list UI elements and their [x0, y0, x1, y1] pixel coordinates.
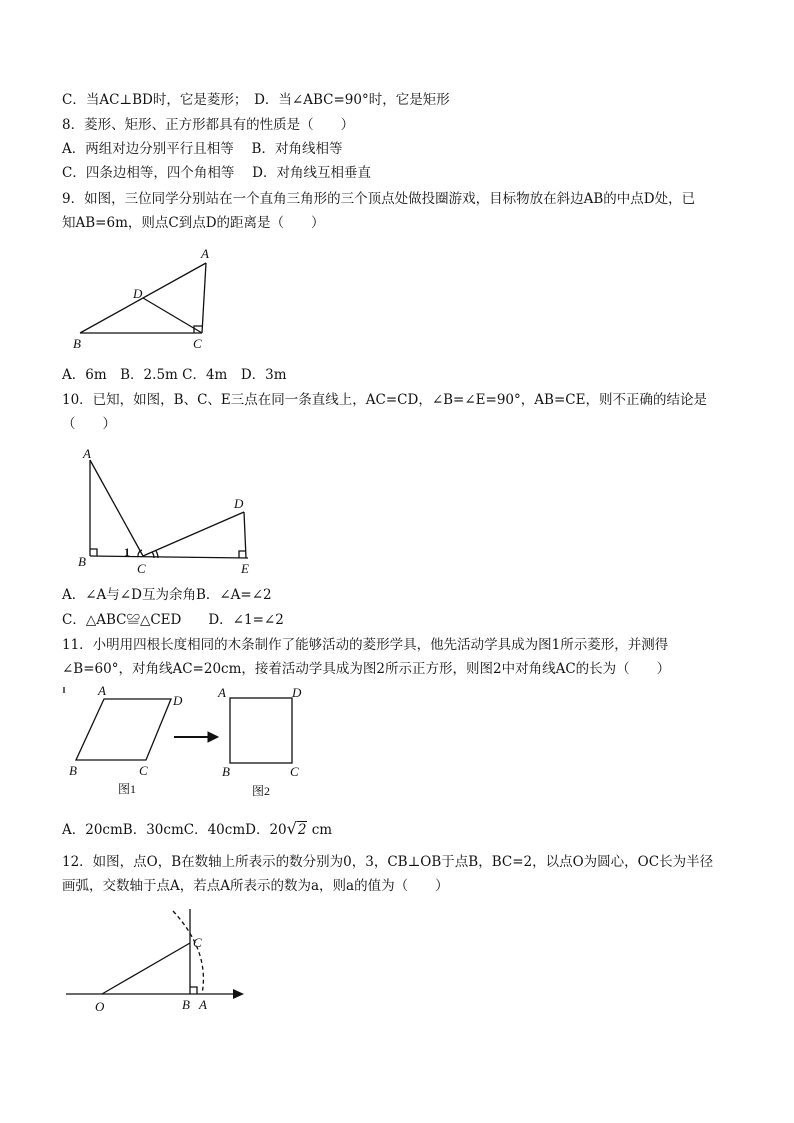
fig11-caption-1: 图1: [118, 782, 137, 796]
q9-options: A．6m B．2.5m C．4m D．3m: [62, 367, 287, 383]
fig11-square-label-a: A: [218, 685, 226, 700]
fig10-label-d: D: [234, 496, 244, 511]
q10-stem-line2: （ ）: [62, 416, 116, 432]
q11-stem-line1: 11．小明用四根长度相同的木条制作了能够活动的菱形学具，他先活动学具成为图1所示菱形，并测得: [62, 637, 669, 653]
q9-stem-line2: 知AB=6m，则点C到点D的距离是（ ）: [62, 215, 325, 231]
sqrt-symbol-icon: √: [286, 819, 297, 838]
fig12-label-a: A: [199, 997, 207, 1012]
fig9-label-d: D: [133, 286, 143, 301]
q10-option-cd: C．△ABC≌△CED D．∠1=∠2: [62, 612, 284, 628]
fig10-label-e: E: [241, 561, 249, 576]
fig12-label-b: B: [182, 997, 190, 1012]
q11-option-d-radicand: 2: [297, 822, 307, 838]
fig11-square-label-c: C: [290, 764, 299, 779]
q12-stem-line2: 画弧，交数轴于点A，若点A所表示的数为a，则a的值为（ ）: [62, 878, 449, 894]
fig12-label-o: O: [95, 999, 105, 1014]
q11-options: [62, 820, 332, 839]
fig11-rhombus-label-b: B: [69, 763, 77, 778]
figure-q11: [62, 683, 322, 803]
q10-stem-line1: 10．已知，如图，B、C、E三点在同一条直线上，AC=CD，∠B=∠E=90°，AB=CE，则不正确的结论是: [62, 392, 707, 408]
fig11-caption-2: 图2: [252, 784, 271, 798]
q12-stem-line1: 12．如图，点O，B在数轴上所表示的数分别为0，3，CB⊥OB于点B，BC=2，以点O为圆心，OC长为半径: [62, 854, 714, 870]
q10-option-ab: A．∠A与∠D互为余角B．∠A=∠2: [62, 587, 272, 603]
fig11-square-label-b: B: [222, 764, 230, 779]
q8-option-cd: C．四条边相等，四个角相等 D．对角线互相垂直: [62, 165, 371, 181]
q11-options-text: A．20cmB．30cmC．40cmD．20: [62, 822, 287, 838]
q7-option-cd: C．当AC⊥BD时，它是菱形； D．当∠ABC=90°时，它是矩形: [62, 92, 450, 108]
fig11-square-label-d: D: [292, 685, 302, 700]
figure-q9-triangle: [70, 245, 220, 353]
fig11-rhombus-label-c: C: [139, 763, 148, 778]
q11-stem-line2: ∠B=60°，对角线AC=20cm，接着活动学具成为图2所示正方形，则图2中对角线AC的长为（ ）: [62, 661, 671, 677]
fig12-label-c: C: [193, 935, 202, 950]
q11-option-d-unit: cm: [307, 822, 333, 838]
q8-option-ab: A．两组对边分别平行且相等 B．对角线相等: [62, 141, 343, 157]
figure-q10: [70, 440, 270, 580]
fig10-label-angle1: 1: [124, 545, 130, 559]
fig10-label-c: C: [137, 561, 146, 576]
figure-q12: [62, 903, 252, 1018]
fig9-label-c: C: [193, 336, 202, 351]
q8-stem: 8．菱形、矩形、正方形都具有的性质是（ ）: [62, 117, 355, 133]
fig9-label-a: A: [201, 246, 209, 261]
fig10-label-a: A: [83, 446, 91, 461]
q9-stem-line1: 9．如图，三位同学分别站在一个直角三角形的三个顶点处做投圈游戏，目标物放在斜边AB的中点D处，已: [62, 191, 696, 207]
fig11-rhombus-label-d: D: [173, 693, 183, 708]
fig11-rhombus-label-a: A: [98, 683, 106, 698]
fig9-label-b: B: [73, 336, 81, 351]
fig10-label-b: B: [78, 554, 86, 569]
